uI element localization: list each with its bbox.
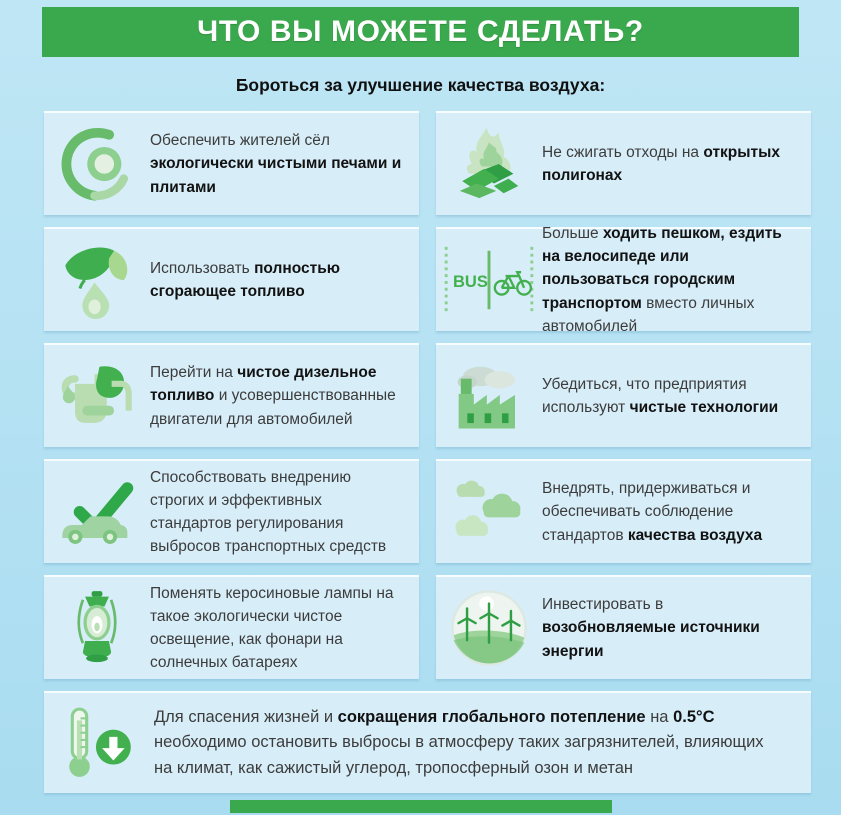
svg-text:BUS: BUS: [452, 271, 488, 291]
advice-card: [436, 459, 811, 563]
advice-card: [436, 575, 811, 679]
advice-card: [44, 459, 419, 563]
advice-text: Инвестировать в возобновляемые источники энергии: [542, 596, 760, 660]
advice-card: [44, 111, 419, 215]
fuel-nozzle-icon: [44, 357, 150, 435]
burning-waste-icon: [436, 125, 542, 203]
eco-stove-icon: [44, 125, 150, 203]
lantern-icon: [44, 589, 150, 667]
page-title: ЧТО ВЫ МОЖЕТЕ СДЕЛАТЬ?: [197, 15, 644, 48]
thermometer-down-icon: [44, 706, 154, 780]
advice-text: Перейти на чистое дизельное топливо и усовершенствованные двигатели для автомобилей: [150, 364, 396, 428]
factory-icon: [436, 357, 542, 435]
summary-text: Для спасения жизней и сокращения глобального потепление на 0.5°C необходимо остановить выбросы в атмосферу таких загрязнителей, влияющих на климат, как сажистый углерод, тропосферный озон и метан: [154, 707, 764, 777]
cards-grid: [44, 111, 811, 679]
bottom-accent-bar: [230, 800, 612, 813]
advice-card: [44, 227, 419, 331]
advice-card: [436, 343, 811, 447]
clouds-icon: [436, 473, 542, 551]
advice-card: [44, 343, 419, 447]
advice-card: [436, 224, 811, 335]
advice-text: Поменять керосиновые лампы на такое экологически чистое освещение, как фонари на солнечных батареях: [150, 584, 394, 672]
car-check-icon: [44, 473, 150, 551]
advice-text: Способствовать внедрению строгих и эффективных стандартов регулирования выбросов транспортных средств: [150, 468, 387, 556]
subtitle: Бороться за улучшение качества воздуха:: [235, 75, 606, 95]
header-banner: [42, 7, 799, 57]
advice-text: Больше ходить пешком, ездить на велосипеде или пользоваться городским транспортом вместо личных автомобилей: [542, 224, 782, 335]
advice-text: Убедиться, что предприятия используют чистые технологии: [542, 375, 779, 416]
wind-globe-icon: [436, 589, 542, 667]
summary-card: [44, 691, 811, 793]
advice-card: [44, 575, 419, 679]
advice-card: [436, 111, 811, 215]
advice-text: Обеспечить жителей сёл экологически чистыми печами и плитами: [150, 132, 402, 196]
bus-bike-lane-icon: [436, 243, 542, 317]
advice-text: Не сжигать отходы на открытых полигонах: [542, 143, 780, 184]
advice-text: Внедрять, придерживаться и обеспечивать соблюдение стандартов качества воздуха: [542, 480, 763, 544]
advice-text: Использовать полностью сгорающее топливо: [150, 259, 340, 300]
leaf-droplet-icon: [44, 241, 150, 319]
